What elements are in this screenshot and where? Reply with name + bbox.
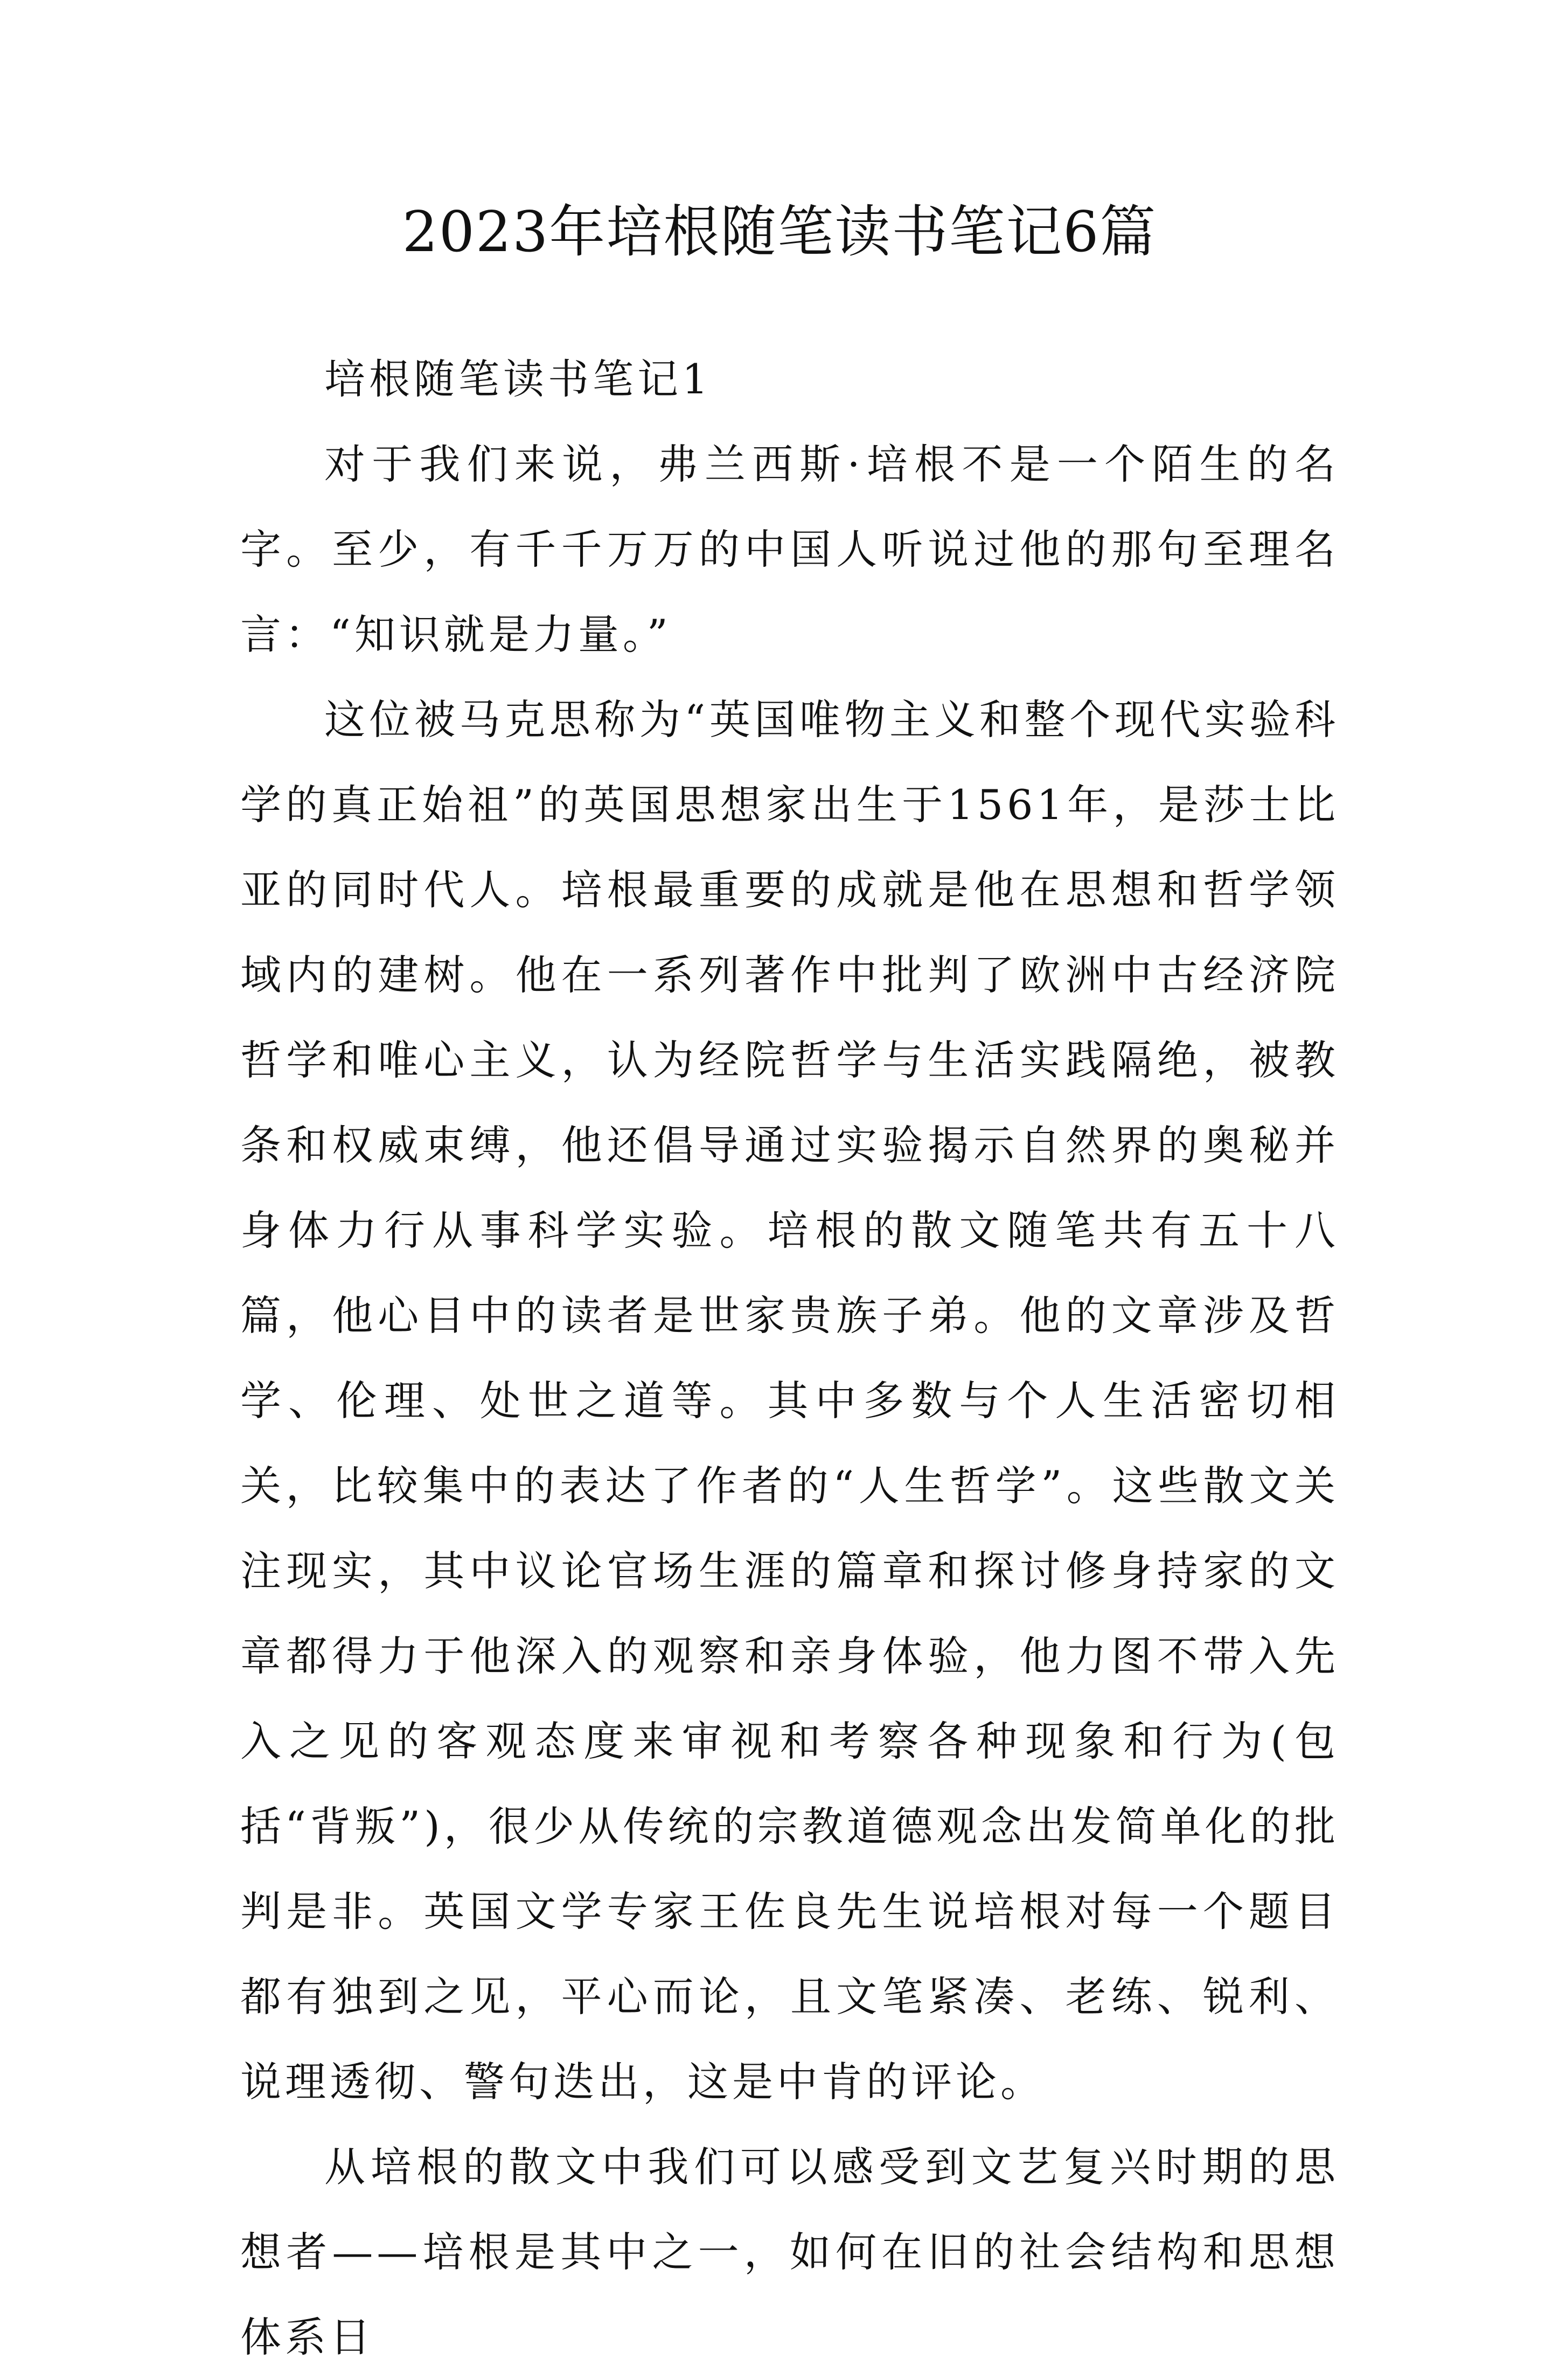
paragraph-2: 这位被马克思称为“英国唯物主义和整个现代实验科学的真正始祖”的英国思想家出生于1561年，是莎士比亚的同时代人。培根最重要的成就是他在思想和哲学领域内的建树。他在一系列著作中批判了欧洲中古经济院哲学和唯心主义，认为经院哲学与生活实践隔绝，被教条和权威束缚，他还倡导通过实验揭示自然界的奥秘并身体力行从事科学实验。培根的散文随笔共有五十八篇，他心目中的读者是世家贵族子弟。他的文章涉及哲学、伦理、处世之道等。其中多数与个人生活密切相关，比较集中的表达了作者的“人生哲学”。这些散文关注现实，其中议论官场生涯的篇章和探讨修身持家的文章都得力于他深入的观察和亲身体验，他力图不带入先入之见的客观态度来审视和考察各种现象和行为(包括“背叛”)，很少从传统的宗教道德观念出发简单化的批判是非。英国文学专家王佐良先生说培根对每一个题目都有独到之见，平心而论，且文笔紧凑、老练、锐利、说理透彻、警句迭出，这是中肯的评论。 xyxy=(240,696,1339,2106)
paragraph-1: 对于我们来说，弗兰西斯·培根不是一个陌生的名字。至少，有千千万万的中国人听说过他的那句至理名言：“知识就是力量。” xyxy=(240,440,1339,658)
section-heading: 培根随笔读书笔记1 xyxy=(324,355,712,403)
document-title: 2023年培根随笔读书笔记6篇 xyxy=(402,199,1157,265)
document-body xyxy=(240,337,1339,2380)
paragraph-3: 从培根的散文中我们可以感受到文艺复兴时期的思想者——培根是其中之一，如何在旧的社会结构和思想体系日 xyxy=(240,2143,1339,2361)
